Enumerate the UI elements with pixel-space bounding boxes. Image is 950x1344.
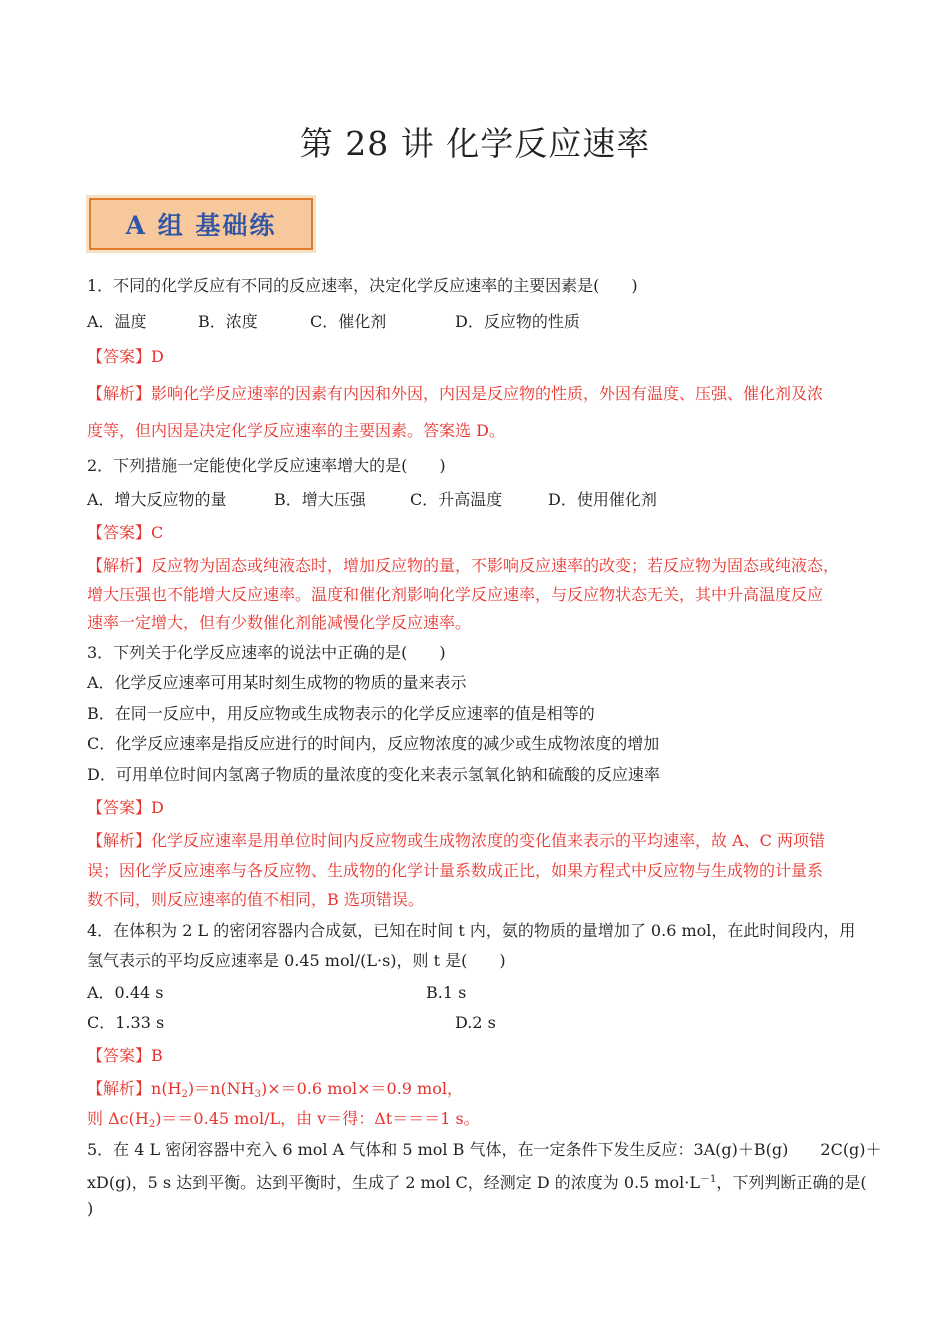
q5-stem-line-2: xD(g)，5 s 达到平衡。达到平衡时，生成了 2 mol C，经测定 D 的浓度为 0.5 $mol\cdot L^{-1}$，下列判断正确的是( xyxy=(87,1173,867,1192)
q3-analysis-label: 【解析】 xyxy=(87,831,152,850)
q1-option-c: C．催化剂 xyxy=(310,312,387,331)
q3-stem: 3．下列关于化学反应速率的说法中正确的是( ) xyxy=(87,643,446,662)
q1-stem: 1．不同的化学反应有不同的反应速率，决定化学反应速率的主要因素是( ) xyxy=(87,276,638,295)
q2-answer: 【答案】C xyxy=(87,523,164,542)
q3-option-c: C．化学反应速率是指反应进行的时间内，反应物浓度的减少或生成物浓度的增加 xyxy=(87,734,660,753)
q4-option-a: A．0.44 s xyxy=(87,983,164,1002)
q3-option-a: A．化学反应速率可用某时刻生成物的物质的量来表示 xyxy=(87,673,467,692)
q4-analysis-line-2: 则 $\Delta c(H_2)==0.45$ mol/L，由 v＝得：Δt＝＝＝1 s。 xyxy=(87,1109,480,1130)
q4-option-d: D.2 s xyxy=(455,1013,496,1032)
q2-option-d: D．使用催化剂 xyxy=(548,490,657,509)
q3-analysis-line-1: 【解析】化学反应速率是用单位时间内反应物或生成物浓度的变化值来表示的平均速率，故 A、C 两项错 xyxy=(87,831,825,850)
q1-answer: 【答案】D xyxy=(87,347,164,366)
q4-analysis-line-1: 【解析】$n(H_2)=n(NH_3)\times=0.6$ mol×＝0.9 mol， xyxy=(87,1079,463,1100)
q4-option-c: C．1.33 s xyxy=(87,1013,165,1032)
q4-stem-line-2: 氢气表示的平均反应速率是 0.45 mol/(L·s)，则 t 是( ) xyxy=(87,951,506,970)
q1-analysis-line-2: 度等，但内因是决定化学反应速率的主要因素。答案选 D。 xyxy=(87,421,505,440)
q1-option-d: D．反应物的性质 xyxy=(455,312,580,331)
group-a-label: A 组 基础练 xyxy=(125,211,277,240)
group-a-banner xyxy=(89,198,313,250)
q2-option-c: C．升高温度 xyxy=(410,490,503,509)
q3-option-d: D．可用单位时间内氢离子物质的量浓度的变化来表示氢氧化钠和硫酸的反应速率 xyxy=(87,765,660,784)
q2-analysis-label: 【解析】 xyxy=(87,556,152,575)
q1-option-b: B．浓度 xyxy=(198,312,258,331)
q5-stem-line-1: 5．在 4 L 密闭容器中充入 6 mol A 气体和 5 mol B 气体，在一定条件下发生反应：3A(g)＋B(g) 2C(g)＋ xyxy=(87,1140,882,1159)
q4-analysis-label: 【解析】 xyxy=(87,1079,152,1098)
q2-stem: 2．下列措施一定能使化学反应速率增大的是( ) xyxy=(87,456,446,475)
q2-analysis-line-1: 【解析】反应物为固态或纯液态时，增加反应物的量，不影响反应速率的改变；若反应物为固态或纯液态， xyxy=(87,556,840,575)
q4-stem-line-1: 4．在体积为 2 L 的密闭容器内合成氨，已知在时间 t 内，氨的物质的量增加了 0.6 mol，在此时间段内，用 xyxy=(87,921,856,940)
q3-analysis-line-3: 数不同，则反应速率的值不相同，B 选项错误。 xyxy=(87,890,424,909)
q4-option-b: B.1 s xyxy=(426,983,467,1002)
q2-analysis-line-2: 增大压强也不能增大反应速率。温度和催化剂影响化学反应速率，与反应物状态无关，其中升高温度反应 xyxy=(87,585,824,604)
q3-analysis-line-2: 误；因化学反应速率与各反应物、生成物的化学计量系数成正比，如果方程式中反应物与生成物的计量系 xyxy=(87,861,824,880)
q1-analysis-label: 【解析】 xyxy=(87,384,152,403)
page-title: 第 28 讲 化学反应速率 xyxy=(299,124,651,163)
q2-option-b: B．增大压强 xyxy=(274,490,366,509)
q5-stem-line-3: ) xyxy=(87,1199,94,1218)
q3-answer: 【答案】D xyxy=(87,798,164,817)
q1-analysis-line-1: 【解析】影响化学反应速率的因素有内因和外因，内因是反应物的性质，外因有温度、压强、催化剂及浓 xyxy=(87,384,824,403)
q3-option-b: B．在同一反应中，用反应物或生成物表示的化学反应速率的值是相等的 xyxy=(87,704,595,723)
q4-answer: 【答案】B xyxy=(87,1046,163,1065)
q2-analysis-line-3: 速率一定增大，但有少数催化剂能减慢化学反应速率。 xyxy=(87,613,472,632)
q2-option-a: A．增大反应物的量 xyxy=(87,490,227,509)
q1-option-a: A．温度 xyxy=(87,312,147,331)
